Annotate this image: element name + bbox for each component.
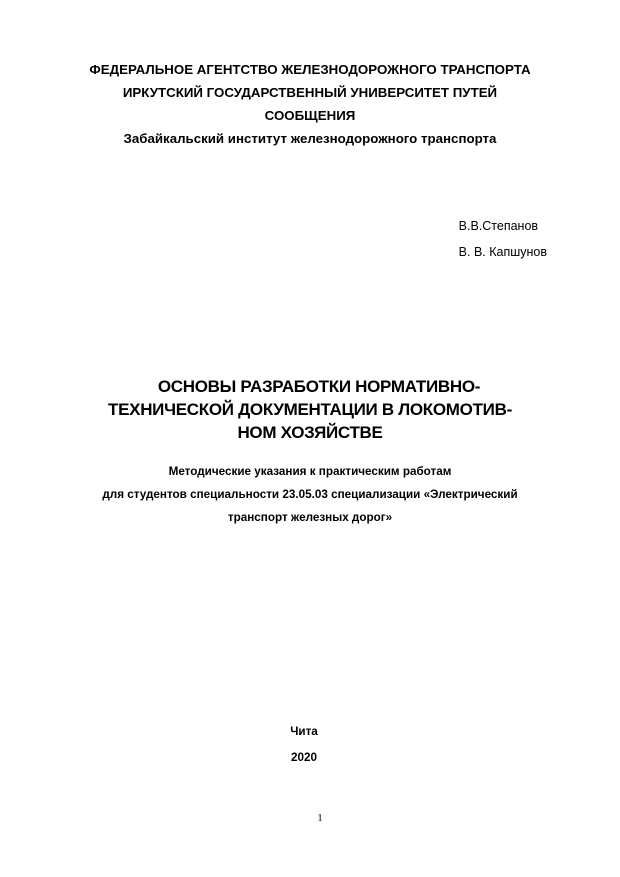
authors-block [459, 213, 547, 265]
publication-year: 2020 [290, 751, 317, 764]
title-line: ТЕХНИЧЕСКОЙ ДОКУМЕНТАЦИИ В ЛОКОМОТИВ- [108, 400, 512, 419]
publication-city: Чита [290, 725, 318, 738]
header-line-agency: ФЕДЕРАЛЬНОЕ АГЕНТСТВО ЖЕЛЕЗНОДОРОЖНОГО ТРАНСПОРТА [89, 62, 531, 77]
publication-info [0, 719, 614, 771]
description-line: для студентов специальности 23.05.03 специализации «Электрический [102, 488, 518, 501]
document-title [0, 375, 620, 444]
document-description [0, 460, 620, 529]
description-line: транспорт железных дорог» [227, 511, 393, 524]
header-line-institute: Забайкальский институт железнодорожного транспорта [123, 131, 497, 146]
header-line-university-cont: СООБЩЕНИЯ [264, 108, 356, 123]
header-line-university: ИРКУТСКИЙ ГОСУДАРСТВЕННЫЙ УНИВЕРСИТЕТ ПУТЕЙ [122, 85, 498, 100]
organization-header [0, 58, 620, 150]
author-name: В. В. Капшунов [458, 245, 547, 259]
page-number: 1 [317, 812, 323, 824]
description-line: Методические указания к практическим работам [168, 465, 452, 478]
title-line: ОСНОВЫ РАЗРАБОТКИ НОРМАТИВНО- [157, 377, 481, 396]
title-line: НОМ ХОЗЯЙСТВЕ [237, 423, 383, 442]
author-name: В.В.Степанов [458, 219, 539, 233]
